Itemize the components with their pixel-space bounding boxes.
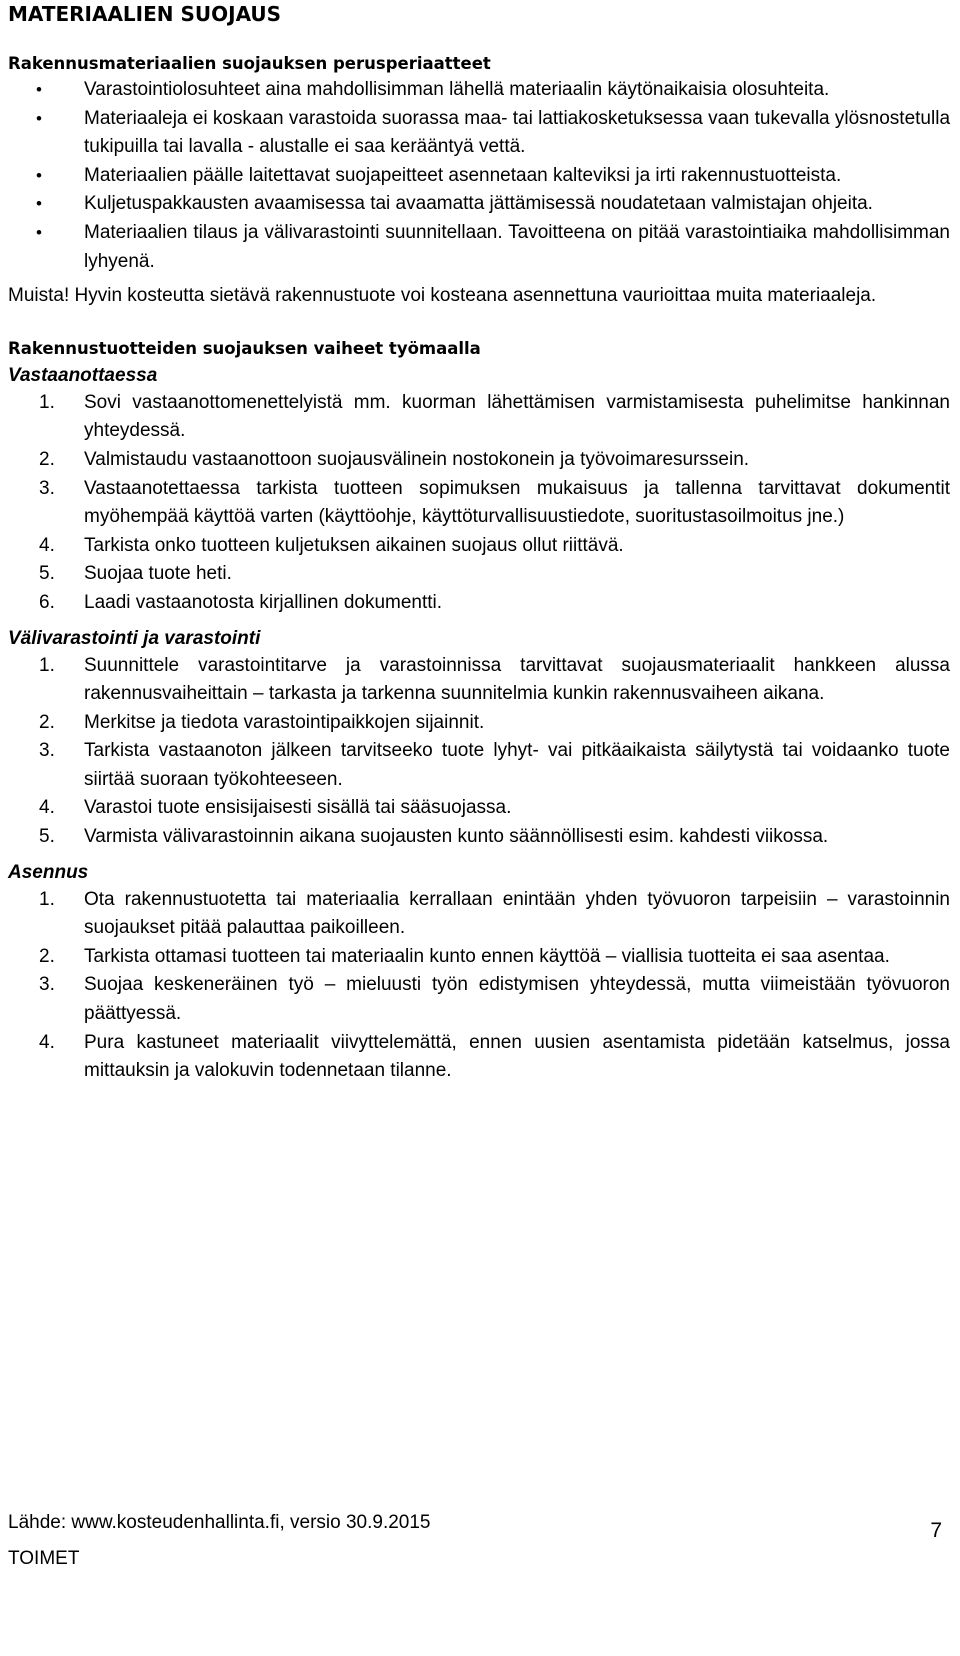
footer-org: TOIMET bbox=[8, 1548, 80, 1569]
step-number: 3. bbox=[39, 477, 55, 499]
list-item: 4. Pura kastuneet materiaalit viivyttelemättä, ennen uusien asentamista pidetään katselmus, jossa mittauksin ja valokuvin todennetaan tilanne. bbox=[8, 1029, 950, 1086]
step-number: 6. bbox=[39, 591, 55, 613]
list-item: 4. Tarkista onko tuotteen kuljetuksen aikainen suojaus ollut riittävä. bbox=[8, 532, 950, 561]
page-number: 7 bbox=[930, 1519, 942, 1542]
step-number: 2. bbox=[39, 945, 55, 967]
step-number: 5. bbox=[39, 563, 55, 585]
list-item: 2. Valmistaudu vastaanottoon suojausvälinein nostokonein ja työvoimaresurssein. bbox=[8, 446, 950, 475]
footer-source: Lähde: www.kosteudenhallinta.fi, versio 30.9.2015 bbox=[8, 1512, 431, 1533]
receiving-steps bbox=[8, 389, 950, 618]
reminder-note: Muista! Hyvin kosteutta sietävä rakennustuote voi kosteana asennettuna vaurioittaa muita materiaaleja. bbox=[8, 285, 877, 307]
step-number: 2. bbox=[39, 448, 55, 470]
list-item: • Materiaaleja ei koskaan varastoida suorassa maa- tai lattiakosketuksessa vaan tukevalla ylösnostetulla tukipuilla tai lavalla - alustalle ei saa kerääntyä vettä. bbox=[8, 105, 950, 162]
list-item: 5. Suojaa tuote heti. bbox=[8, 560, 950, 589]
subheading-installation: Asennus bbox=[8, 861, 89, 883]
step-number: 2. bbox=[39, 711, 55, 733]
list-item: • Varastointiolosuhteet aina mahdollisimman lähellä materiaalin käytönaikaisia olosuhteita. bbox=[8, 76, 950, 105]
step-number: 4. bbox=[39, 797, 55, 819]
list-item: 1. Sovi vastaanottomenettelyistä mm. kuorman lähettämisen varmistamisesta puhelimitse hankinnan yhteydessä. bbox=[8, 389, 950, 446]
list-item: 3. Vastaanotettaessa tarkista tuotteen sopimuksen mukaisuus ja tallenna tarvittavat dokumentit myöhempää käyttöä varten (käyttöohje, käyttöturvallisuustiedote, suoritustasoilmoitus jne.) bbox=[8, 475, 950, 532]
page-title: MATERIAALIEN SUOJAUS bbox=[8, 2, 282, 26]
list-item: • Kuljetuspakkausten avaamisessa tai avaamatta jättämisessä noudatetaan valmistajan ohjeita. bbox=[8, 190, 950, 219]
step-number: 1. bbox=[39, 888, 55, 910]
section-heading-principles: Rakennusmateriaalien suojauksen perusperiaatteet bbox=[8, 54, 491, 73]
list-item: 5. Varmista välivarastoinnin aikana suojausten kunto säännöllisesti esim. kahdesti viikossa. bbox=[8, 823, 950, 852]
principles-list bbox=[8, 76, 950, 276]
step-number: 3. bbox=[39, 974, 55, 996]
list-item: 1. Ota rakennustuotetta tai materiaalia kerrallaan enintään yhden työvuoron tarpeisiin – varastoinnin suojaukset pitää palauttaa paikoilleen. bbox=[8, 886, 950, 943]
step-number: 1. bbox=[39, 654, 55, 676]
list-item: 3. Suojaa keskeneräinen työ – mieluusti työn edistymisen yhteydessä, mutta viimeistään työvuoron päättyessä. bbox=[8, 971, 950, 1028]
list-item: 2. Tarkista ottamasi tuotteen tai materiaalin kunto ennen käyttöä – viallisia tuotteita ei saa asentaa. bbox=[8, 943, 950, 972]
list-item: 1. Suunnittele varastointitarve ja varastoinnissa tarvittavat suojausmateriaalit hankkeen alussa rakennusvaiheittain – tarkasta ja tarkenna suunnitelmia kunkin rakennusvaiheen aikana. bbox=[8, 652, 950, 709]
list-item: 2. Merkitse ja tiedota varastointipaikkojen sijainnit. bbox=[8, 709, 950, 738]
bullet-icon: • bbox=[36, 194, 42, 214]
subheading-storage: Välivarastointi ja varastointi bbox=[8, 627, 261, 649]
bullet-icon: • bbox=[36, 165, 42, 185]
list-item: 4. Varastoi tuote ensisijaisesti sisällä tai sääsuojassa. bbox=[8, 794, 950, 823]
step-number: 4. bbox=[39, 534, 55, 556]
step-number: 5. bbox=[39, 826, 55, 848]
bullet-icon: • bbox=[36, 108, 42, 128]
list-item: 6. Laadi vastaanotosta kirjallinen dokumentti. bbox=[8, 589, 950, 618]
subheading-receiving: Vastaanottaessa bbox=[8, 364, 158, 386]
storage-steps bbox=[8, 652, 950, 852]
list-item: • Materiaalien tilaus ja välivarastointi suunnitellaan. Tavoitteena on pitää varastointiaika mahdollisimman lyhyenä. bbox=[8, 219, 950, 276]
step-number: 4. bbox=[39, 1031, 55, 1053]
bullet-icon: • bbox=[36, 222, 42, 242]
step-number: 1. bbox=[39, 391, 55, 413]
section-heading-phases: Rakennustuotteiden suojauksen vaiheet työmaalla bbox=[8, 338, 481, 358]
list-item: 3. Tarkista vastaanoton jälkeen tarvitseeko tuote lyhyt- vai pitkäaikaista säilytystä tai voidaanko tuote siirtää suoraan työkohteeseen. bbox=[8, 737, 950, 794]
bullet-icon: • bbox=[36, 80, 42, 99]
step-number: 3. bbox=[39, 740, 55, 762]
document-page bbox=[8, 0, 950, 1086]
installation-steps bbox=[8, 886, 950, 1086]
list-item: • Materiaalien päälle laitettavat suojapeitteet asennetaan kalteviksi ja irti rakennustuotteista. bbox=[8, 162, 950, 191]
